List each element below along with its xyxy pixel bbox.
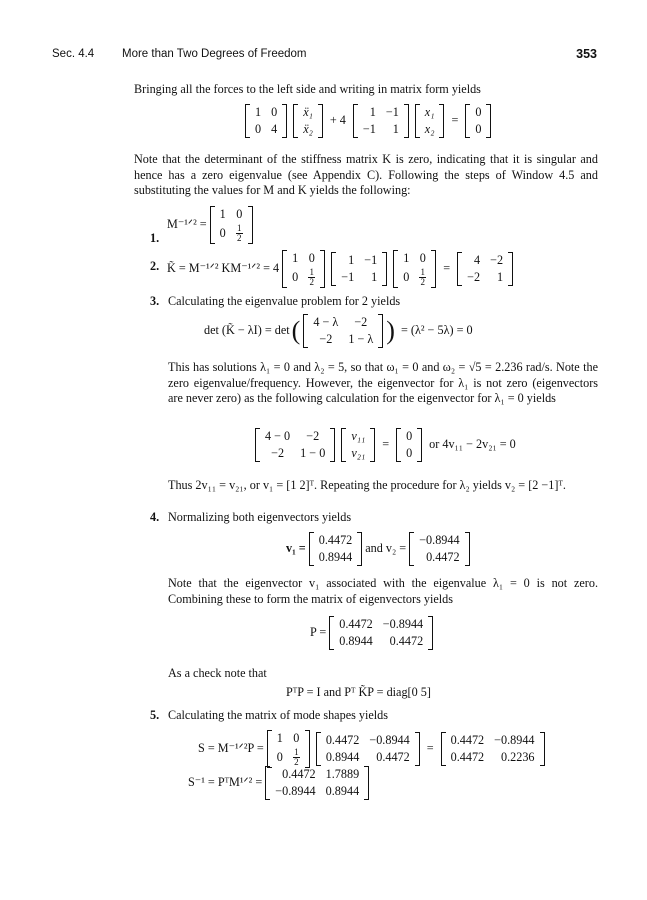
section-label: Sec. 4.4 xyxy=(52,48,95,60)
displacement-vector: x₁ x₂ xyxy=(415,104,445,138)
step-1-number: 1. xyxy=(150,231,160,245)
step-5-text: Calculating the matrix of mode shapes yields xyxy=(168,708,388,722)
page-number: 353 xyxy=(576,47,597,61)
orthogonality-check: PᵀP = I and Pᵀ K̃P = diag[0 5] xyxy=(286,685,431,699)
running-header xyxy=(52,47,597,63)
mass-matrix: 1 0 0 4 xyxy=(245,104,287,138)
step-1-equation: M⁻¹ᐟ² = 1 0 0 $\frac{1}{2}$ xyxy=(167,206,256,244)
normalized-eigenvectors: v₁ = 0.4472 0.8944 and v₂ = −0.8944 0.4472 xyxy=(286,532,473,566)
step-2-equation: K̃ = M⁻¹ᐟ² KM⁻¹ᐟ² = 4 1 0 0 $\frac{1}{2}$ 1 −1 −1 1 1 0 0 $\frac{1}{2}$ = 4 −2 −2 1 xyxy=(167,250,516,288)
mode-shape-matrix: S = M⁻¹ᐟ²P = 1 0 0 $\frac{1}{2}$ 0.4472 −0.8944 0.8944 0.4472 = 0.4472 −0.8944 0.4472 0.2236 xyxy=(198,730,548,768)
intro-line: Bringing all the forces to the left side and writing in matrix form yields xyxy=(134,82,481,96)
eigenvector-matrix: P = 0.4472 −0.8944 0.8944 0.4472 xyxy=(310,616,436,650)
step-2-number: 2. xyxy=(150,259,160,273)
eigenvector-equation: 4 − 0 −2 −2 1 − 0 v₁₁ v₂₁ = 0 0 or 4v₁₁ − 2v₂₁ = 0 xyxy=(252,428,516,462)
step-5-number: 5. xyxy=(150,708,160,722)
step-3-text: Calculating the eigenvalue problem for 2 yields xyxy=(168,294,401,308)
step-3-paragraph: This has solutions λ₁ = 0 and λ₂ = 5, so that ω₁ = 0 and ω₂ = √5 = 2.236 rad/s. Note the zero eigenvalue/frequency. However, the eigenvector for λ₁ is not zero (eigenvectors are never zero) as the following calculation for the eigenvector for λ₁ = 0 yields xyxy=(168,360,598,405)
acceleration-vector: ẍ₁ ẍ₂ xyxy=(293,104,323,138)
equation-of-motion: 1 0 0 4 ẍ₁ ẍ₂ + 4 1 −1 −1 1 x₁ x₂ = 0 0 xyxy=(242,104,494,138)
zero-vector: 0 0 xyxy=(465,104,491,138)
step-4-paragraph: Note that the eigenvector v₁ associated with the eigenvalue λ₁ = 0 is not zero. Combining these to form the matrix of eigenvectors yields xyxy=(168,576,598,606)
chapter-title: More than Two Degrees of Freedom xyxy=(122,48,307,60)
check-note: As a check note that xyxy=(168,666,267,680)
paragraph-singular-stiffness: Note that the determinant of the stiffness matrix K is zero, indicating that it is singular and hence has a zero eigenvalue (see Appendix C). Following the steps of Window 4.5 and substituting the values for M and K yields the following: xyxy=(134,152,598,197)
stiffness-matrix: 1 −1 −1 1 xyxy=(353,104,409,138)
step-3-thus: Thus 2v₁₁ = v₂₁, or v₁ = [1 2]ᵀ. Repeating the procedure for λ₂ yields v₂ = [2 −1]ᵀ. xyxy=(168,478,566,492)
inverse-mode-shape-matrix: S⁻¹ = PᵀM¹ᐟ² = 0.4472 1.7889 −0.8944 0.8944 xyxy=(188,766,372,800)
step-4-text: Normalizing both eigenvectors yields xyxy=(168,510,352,524)
step-3-number: 3. xyxy=(150,294,160,308)
step-4-number: 4. xyxy=(150,510,160,524)
characteristic-equation: det (K̃ − λI) = det ( 4 − λ −2 −2 1 − λ ) = (λ² − 5λ) = 0 xyxy=(204,315,473,346)
